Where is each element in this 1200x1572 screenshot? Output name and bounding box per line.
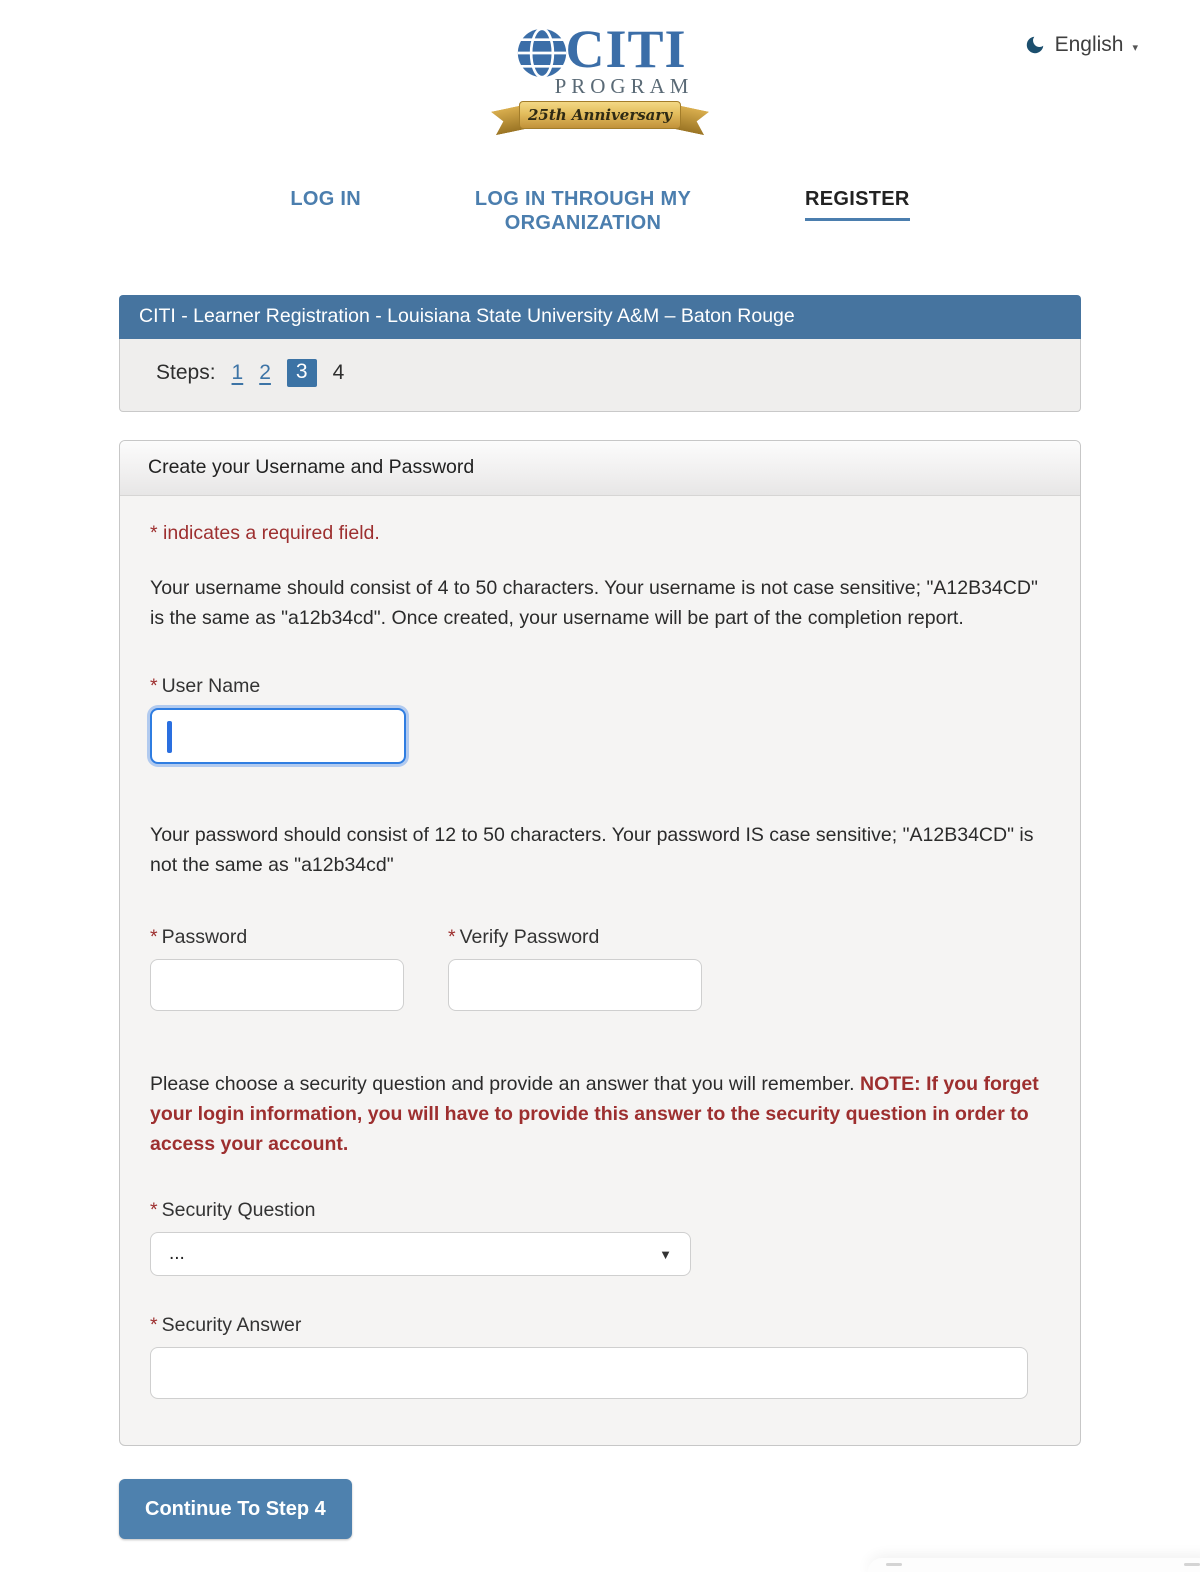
language-selector[interactable] xyxy=(1024,33,1138,57)
cookie-dialog-edge xyxy=(868,1558,1200,1572)
tab-register[interactable]: REGISTER xyxy=(805,187,910,221)
password-label: * Password xyxy=(150,926,248,948)
password-input[interactable] xyxy=(150,959,404,1011)
verify-password-label: * Verify Password xyxy=(448,926,600,948)
steps-indicator xyxy=(119,339,1081,412)
security-question-label: * Security Question xyxy=(150,1199,316,1221)
password-help-text: Your password should consist of 12 to 50 characters. Your password IS case sensitive; "A12B34CD" is not the same as "a12b34cd" xyxy=(150,824,1034,876)
security-answer-input[interactable] xyxy=(150,1347,1028,1399)
username-input-wrapper xyxy=(150,708,406,764)
moon-icon xyxy=(1024,34,1046,56)
citi-program-logo xyxy=(470,19,730,131)
panel-title: Create your Username and Password xyxy=(120,441,1080,496)
username-label: * User Name xyxy=(150,675,261,697)
step-3-current: 3 xyxy=(287,359,317,387)
chevron-down-icon: ▾ xyxy=(1132,41,1138,54)
anniversary-ribbon xyxy=(507,101,693,131)
security-answer-label: * Security Answer xyxy=(150,1314,302,1336)
required-field-note: * indicates a required field. xyxy=(150,522,380,544)
tab-log-in[interactable]: LOG IN xyxy=(290,188,362,210)
registration-title: CITI - Learner Registration - Louisiana State University A&M – Baton Rouge xyxy=(119,295,1081,339)
logo-program-text: PROGRAM xyxy=(554,74,694,98)
language-label: English xyxy=(1054,33,1124,56)
username-help-text: Your username should consist of 4 to 50 characters. Your username is not case sensitive; "A12B34CD" is the same as "a12b34cd". Once created, your username will be part of the completion report. xyxy=(150,577,1038,629)
security-question-help-text: Please choose a security question and provide an answer that you will remember. NOTE: If you forget your login information, you will have to provide this answer to the security question in order to access your account. xyxy=(150,1073,1039,1155)
text-cursor xyxy=(167,721,172,753)
anniversary-text: 25th Anniversary xyxy=(527,106,673,124)
steps-label: Steps: xyxy=(156,361,216,384)
step-2-link[interactable]: 2 xyxy=(259,361,271,384)
tab-log-in-through-organization[interactable]: LOG IN THROUGH MY ORGANIZATION xyxy=(474,188,692,234)
step-4: 4 xyxy=(332,361,345,384)
verify-password-input[interactable] xyxy=(448,959,702,1011)
security-question-selected-value: ... xyxy=(169,1243,185,1264)
registration-card xyxy=(119,295,1081,412)
security-question-select[interactable] xyxy=(150,1232,691,1276)
logo-citi-text: CITI xyxy=(565,19,687,79)
page-header xyxy=(0,0,1200,131)
select-caret-icon: ▼ xyxy=(659,1246,672,1262)
step-1-link[interactable]: 1 xyxy=(231,361,244,384)
username-input[interactable] xyxy=(152,710,404,762)
continue-to-step-4-button[interactable]: Continue To Step 4 xyxy=(119,1479,352,1539)
auth-tabs xyxy=(0,187,1200,235)
create-credentials-panel xyxy=(119,440,1081,1446)
